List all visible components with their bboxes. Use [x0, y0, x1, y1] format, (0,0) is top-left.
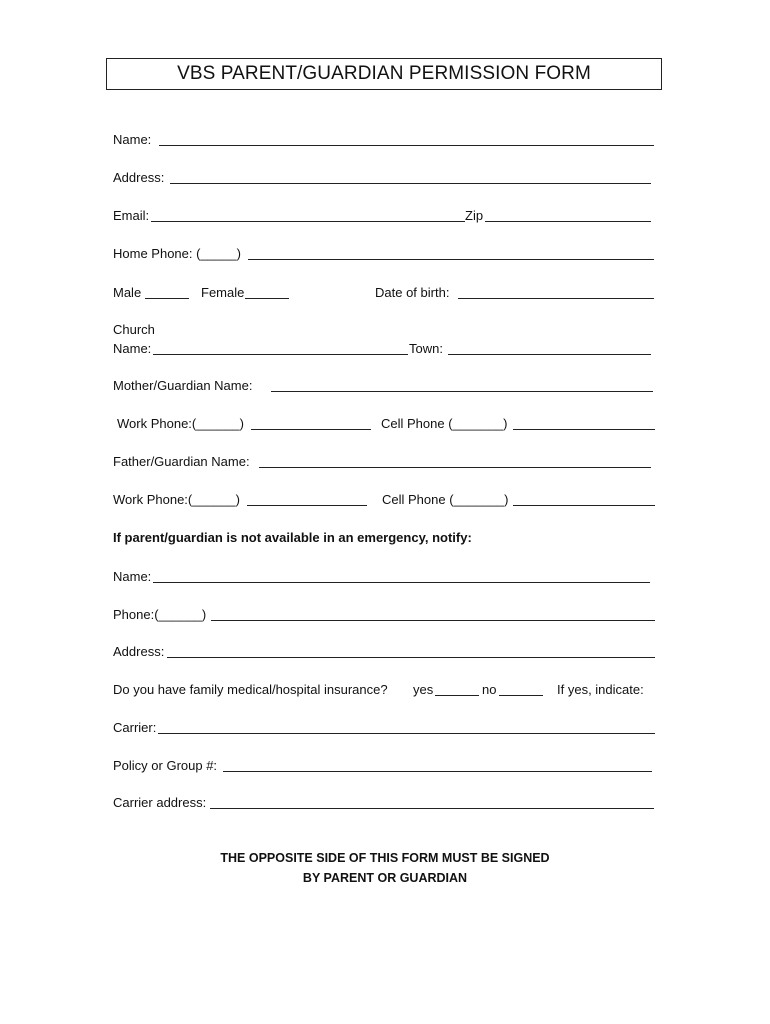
emergency-heading-row: [113, 526, 655, 546]
male-label: Male: [113, 285, 142, 300]
insurance-question: Do you have family medical/hospital insurance?: [113, 682, 388, 697]
town-field[interactable]: [448, 354, 651, 355]
carrier-field[interactable]: [158, 733, 655, 734]
form-title: VBS PARENT/GUARDIAN PERMISSION FORM: [106, 58, 662, 90]
mother-cell-phone-label: Cell Phone (_______): [381, 416, 508, 431]
male-field[interactable]: [145, 298, 189, 299]
home-phone-field[interactable]: [248, 259, 654, 260]
emergency-phone-row: [113, 603, 655, 623]
address-row: [113, 166, 655, 186]
mother-name-row: [113, 374, 655, 394]
mother-name-label: Mother/Guardian Name:: [113, 378, 253, 393]
insurance-no-label: no: [482, 682, 497, 697]
policy-row: [113, 754, 655, 774]
dob-label: Date of birth:: [375, 285, 450, 300]
father-name-label: Father/Guardian Name:: [113, 454, 250, 469]
email-field[interactable]: [151, 221, 465, 222]
name-label: Name:: [113, 132, 152, 147]
female-label: Female: [201, 285, 245, 300]
carrier-address-label: Carrier address:: [113, 795, 207, 810]
name-field[interactable]: [159, 145, 654, 146]
church-name-row: [113, 337, 655, 357]
mother-name-field[interactable]: [271, 391, 653, 392]
mother-phone-row: [113, 412, 655, 432]
insurance-yes-field[interactable]: [435, 695, 479, 696]
emergency-name-label: Name:: [113, 569, 152, 584]
policy-field[interactable]: [223, 771, 652, 772]
emergency-address-field[interactable]: [167, 657, 655, 658]
father-phone-row: [113, 488, 655, 508]
mother-work-phone-field[interactable]: [251, 429, 371, 430]
policy-label: Policy or Group #:: [113, 758, 218, 773]
town-label: Town:: [409, 341, 443, 356]
emergency-address-row: [113, 640, 655, 660]
name-row: [113, 128, 655, 148]
church-label: Church: [113, 322, 155, 337]
home-phone-label: Home Phone: (_____): [113, 246, 241, 261]
email-label: Email:: [113, 208, 150, 223]
dob-field[interactable]: [458, 298, 654, 299]
zip-field[interactable]: [485, 221, 651, 222]
church-row: [113, 318, 655, 338]
footer-notice: [0, 848, 770, 888]
carrier-label: Carrier:: [113, 720, 157, 735]
carrier-row: [113, 716, 655, 736]
mother-cell-phone-field[interactable]: [513, 429, 655, 430]
footer-line-1: THE OPPOSITE SIDE OF THIS FORM MUST BE SIGNED: [220, 851, 550, 865]
father-cell-phone-field[interactable]: [513, 505, 655, 506]
father-cell-phone-label: Cell Phone (_______): [382, 492, 509, 507]
father-name-row: [113, 450, 655, 470]
father-work-phone-field[interactable]: [247, 505, 367, 506]
home-phone-row: [113, 242, 655, 262]
address-field[interactable]: [170, 183, 651, 184]
insurance-no-field[interactable]: [499, 695, 543, 696]
zip-label: Zip: [465, 208, 484, 223]
carrier-address-field[interactable]: [210, 808, 654, 809]
emergency-phone-field[interactable]: [211, 620, 655, 621]
emergency-address-label: Address:: [113, 644, 165, 659]
insurance-question-row: [113, 678, 655, 698]
church-name-label: Name:: [113, 341, 152, 356]
father-work-phone-label: Work Phone:(______): [113, 492, 240, 507]
insurance-if-yes-label: If yes, indicate:: [557, 682, 644, 697]
emergency-phone-label: Phone:(______): [113, 607, 207, 622]
female-field[interactable]: [245, 298, 289, 299]
address-label: Address:: [113, 170, 165, 185]
gender-dob-row: [113, 281, 655, 301]
emergency-name-row: [113, 565, 655, 585]
father-name-field[interactable]: [259, 467, 651, 468]
insurance-yes-label: yes: [413, 682, 434, 697]
footer-line-2: BY PARENT OR GUARDIAN: [302, 871, 468, 885]
mother-work-phone-label: Work Phone:(______): [117, 416, 244, 431]
carrier-address-row: [113, 791, 655, 811]
church-name-field[interactable]: [153, 354, 408, 355]
emergency-heading: If parent/guardian is not available in an emergency, notify:: [113, 530, 472, 545]
emergency-name-field[interactable]: [153, 582, 650, 583]
email-row: [113, 204, 655, 224]
